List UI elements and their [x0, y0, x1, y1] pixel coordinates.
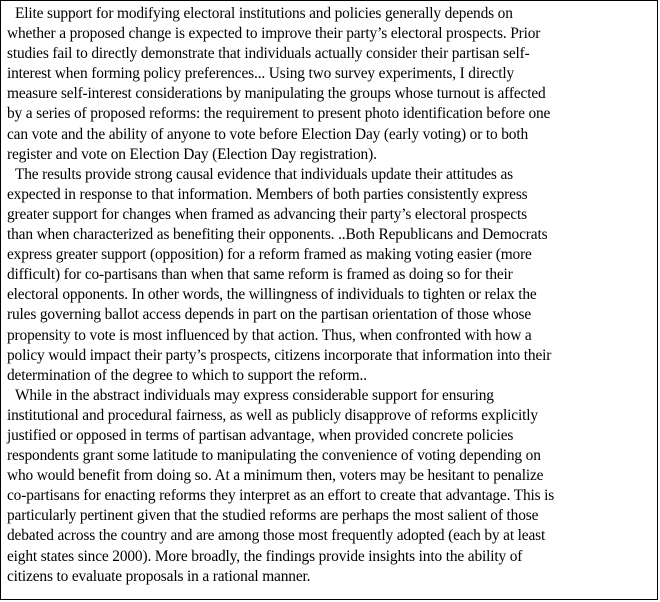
paragraph-line: measure self-interest considerations by manipulating the groups whose turnout is affected	[7, 85, 546, 103]
paragraph-line: justified or opposed in terms of partisan advantage, when provided concrete policies	[7, 426, 514, 444]
paragraph-line: studies fail to directly demonstrate that individuals actually consider their partisan self-	[7, 45, 530, 63]
paragraph-line: institutional and procedural fairness, as well as publicly disapprove of reforms explicitly	[7, 406, 538, 424]
paragraph-line: than when characterized as benefiting their opponents. ..Both Republicans and Democrats	[7, 226, 548, 244]
paragraph-line: who would benefit from doing so. At a minimum then, voters may be hesitant to penalize	[7, 467, 544, 485]
paragraph-2	[7, 165, 657, 386]
paragraph-line: debated across the country and are among those most frequently adopted (each by at least	[7, 527, 546, 545]
paragraph-line: interest when forming policy preferences... Using two survey experiments, I directly	[7, 65, 515, 83]
paragraph-line: policy would impact their party’s prospects, citizens incorporate that information into their	[7, 346, 552, 364]
paragraph-line: difficult) for co-partisans than when that same reform is framed as doing so for their	[7, 266, 513, 284]
paragraph-line: expected in response to that information. Members of both parties consistently express	[7, 185, 528, 203]
paragraph-1	[7, 4, 657, 165]
paragraph-line: Elite support for modifying electoral institutions and policies generally depends on	[15, 5, 513, 22]
paragraph-line: can vote and the ability of anyone to vote before Election Day (early voting) or to both	[7, 125, 529, 143]
paragraph-line: eight states since 2000). More broadly, the findings provide insights into the ability of	[7, 547, 523, 565]
paragraph-line: The results provide strong causal evidence that individuals update their attitudes as	[15, 165, 513, 183]
paragraph-line: whether a proposed change is expected to improve their party’s electoral prospects. Prior	[7, 25, 541, 43]
paragraph-line: propensity to vote is most influenced by that action. Thus, when confronted with how a	[7, 326, 532, 344]
paragraph-line: particularly pertinent given that the studied reforms are perhaps the most salient of those	[7, 507, 539, 525]
paragraph-line: While in the abstract individuals may express considerable support for ensuring	[15, 386, 494, 404]
paragraph-line: by a series of proposed reforms: the requirement to present photo identification before one	[7, 105, 551, 123]
paragraph-line: greater support for changes when framed as advancing their party’s electoral prospects	[7, 205, 528, 223]
paragraph-line: rules governing ballot access depends in part on the partisan orientation of those whose	[7, 306, 532, 324]
paragraph-line: register and vote on Election Day (Election Day registration).	[7, 145, 377, 163]
document-text	[7, 4, 657, 587]
paragraph-line: express greater support (opposition) for a reform framed as making voting easier (more	[7, 246, 532, 264]
paragraph-line: respondents grant some latitude to manipulating the convenience of voting depending on	[7, 447, 541, 465]
paragraph-line: co-partisans for enacting reforms they interpret as an effort to create that advantage. This is	[7, 487, 555, 505]
paragraph-line: electoral opponents. In other words, the willingness of individuals to tighten or relax the	[7, 286, 537, 304]
paragraph-line: citizens to evaluate proposals in a rational manner.	[7, 567, 311, 585]
paragraph-3	[7, 386, 657, 587]
paragraph-line: determination of the degree to which to support the reform..	[7, 366, 367, 384]
